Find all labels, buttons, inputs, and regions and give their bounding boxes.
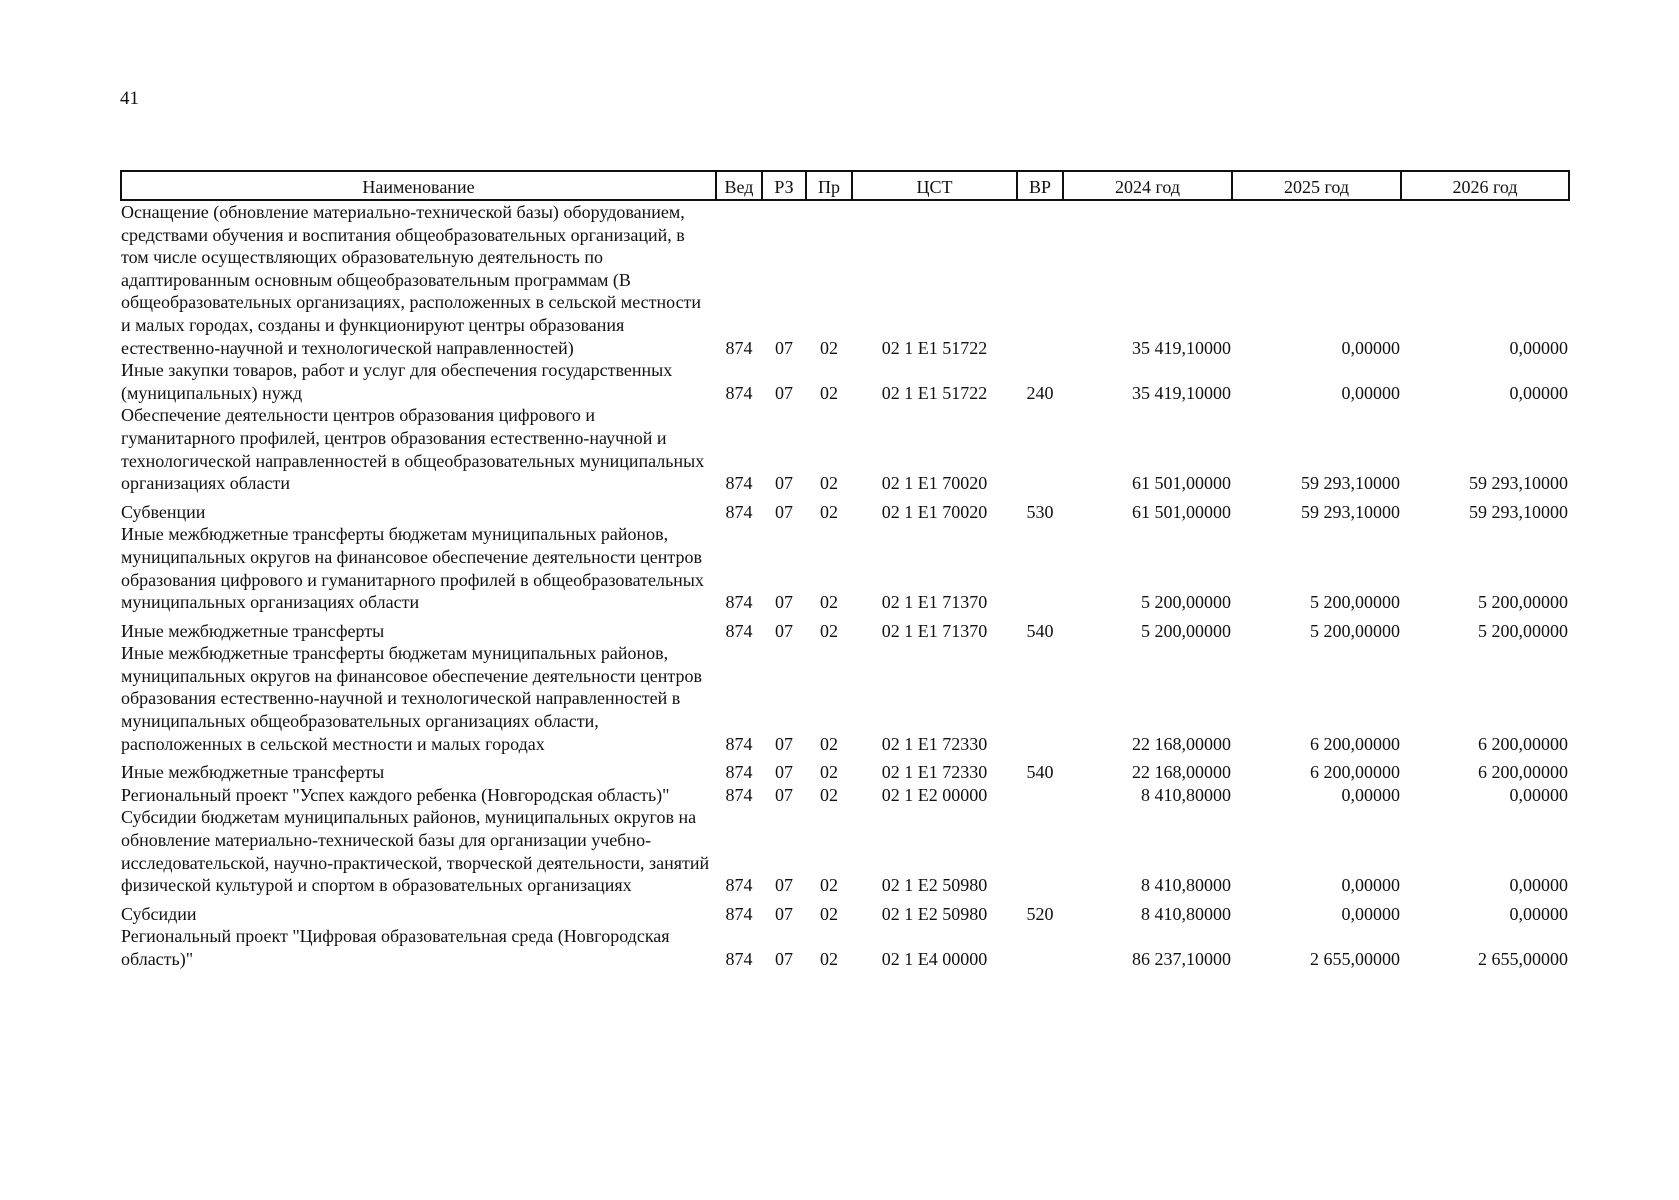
row-rz: 07 (775, 501, 793, 522)
row-2025: 2 655,00000 (1310, 949, 1400, 969)
row-pr: 02 (820, 875, 838, 896)
row-ved: 874 (725, 733, 753, 754)
row-vr: 540 (1026, 620, 1054, 641)
table-row (121, 495, 1569, 524)
row-cst: 02 1 E4 00000 (881, 949, 988, 969)
row-vr (1017, 784, 1063, 807)
row-vr: 530 (1026, 501, 1054, 522)
table-row (121, 784, 1569, 807)
row-vr (1017, 806, 1063, 896)
row-cst: 02 1 E2 00000 (881, 784, 988, 805)
row-2026: 0,00000 (1509, 875, 1568, 896)
row-2026: 59 293,10000 (1469, 473, 1568, 494)
row-ved: 874 (725, 592, 753, 613)
row-2024: 22 168,00000 (1132, 733, 1231, 754)
row-name: Субсидии (121, 903, 197, 924)
row-pr: 02 (820, 762, 838, 783)
row-ved: 874 (725, 473, 753, 494)
row-rz: 07 (775, 875, 793, 896)
row-rz: 07 (775, 337, 793, 358)
header-rz: РЗ (762, 171, 806, 200)
budget-table (120, 170, 1570, 971)
row-ved: 874 (725, 762, 753, 783)
row-name: Региональный проект "Успех каждого ребенка (Новгородская область)" (121, 784, 670, 805)
row-pr: 02 (820, 501, 838, 522)
table-row (121, 897, 1569, 926)
row-pr: 02 (820, 784, 838, 805)
table-row (121, 925, 1569, 970)
row-rz: 07 (775, 592, 793, 613)
row-cst: 02 1 E2 50980 (881, 875, 988, 896)
row-2025: 0,00000 (1341, 784, 1400, 805)
row-pr: 02 (820, 473, 838, 494)
row-rz: 07 (775, 762, 793, 783)
row-2024: 22 168,00000 (1132, 762, 1231, 783)
header-ved: Вед (716, 171, 762, 200)
row-2025: 5 200,00000 (1310, 592, 1400, 613)
header-name: Наименование (121, 171, 716, 200)
table-row (121, 806, 1569, 896)
row-2024: 8 410,80000 (1141, 903, 1231, 924)
table-row (121, 404, 1569, 494)
row-2025: 59 293,10000 (1301, 473, 1400, 494)
row-rz: 07 (775, 903, 793, 924)
row-2024: 61 501,00000 (1132, 501, 1231, 522)
row-cst: 02 1 E1 71370 (881, 620, 988, 641)
header-2026: 2026 год (1401, 171, 1569, 200)
row-2026: 6 200,00000 (1478, 733, 1568, 754)
table-row (121, 642, 1569, 755)
row-rz: 07 (775, 784, 793, 805)
row-pr: 02 (820, 733, 838, 754)
row-name: Оснащение (обновление материально-технической базы) оборудованием, средствами обучения и воспитания общеобразовательных организаций, в том числе осуществляющих образовательную деятельность по адаптированным основным общеобразовательным программам (В общеобразовательных организациях, расположенных в сельской местности и малых городах, созданы и функционируют центры образования естественно-научной и технологической направленностей) (121, 202, 702, 358)
row-pr: 02 (820, 382, 838, 403)
header-vr: ВР (1017, 171, 1063, 200)
row-2025: 59 293,10000 (1301, 501, 1400, 522)
table-header-row (121, 171, 1569, 200)
page-number: 41 (120, 88, 139, 109)
row-cst: 02 1 E1 51722 (881, 382, 988, 403)
row-cst: 02 1 E1 70020 (881, 501, 988, 522)
row-vr: 520 (1026, 903, 1054, 924)
row-name: Субвенции (121, 501, 206, 522)
row-pr: 02 (820, 620, 838, 641)
row-name: Субсидии бюджетам муниципальных районов, муниципальных округов на обновление материально-технической базы для организации учебно-исследовательской, научно-практической, творческой деятельности, занятий физической культурой и спортом в образовательных организациях (121, 807, 710, 896)
row-cst: 02 1 E1 51722 (881, 337, 988, 358)
row-rz: 07 (775, 620, 793, 641)
row-name: Региональный проект "Цифровая образовательная среда (Новгородская область)" (121, 926, 670, 969)
row-2026: 0,00000 (1509, 784, 1568, 805)
row-cst: 02 1 E2 50980 (881, 903, 988, 924)
row-2026: 59 293,10000 (1469, 501, 1568, 522)
row-2024: 35 419,10000 (1132, 337, 1231, 358)
row-2024: 5 200,00000 (1141, 592, 1231, 613)
row-name: Иные межбюджетные трансферты бюджетам муниципальных районов, муниципальных округов на финансовое обеспечение деятельности центров образования цифрового и гуманитарного профилей в общеобразовательных муниципальных организациях области (121, 524, 704, 613)
row-cst: 02 1 E1 71370 (881, 592, 988, 613)
row-vr (1017, 200, 1063, 359)
row-rz: 07 (775, 473, 793, 494)
header-2025: 2025 год (1232, 171, 1401, 200)
row-ved: 874 (725, 620, 753, 641)
row-name: Иные закупки товаров, работ и услуг для обеспечения государственных (муниципальных) нужд (121, 360, 673, 403)
row-vr (1017, 642, 1063, 755)
row-2025: 0,00000 (1341, 382, 1400, 403)
row-2024: 61 501,00000 (1132, 473, 1231, 494)
row-name: Иные межбюджетные трансферты бюджетам муниципальных районов, муниципальных округов на финансовое обеспечение деятельности центров образования естественно-научной и технологической направленностей в муниципальных общеобразовательных организациях области, расположенных в сельской местности и малых городах (121, 643, 703, 754)
row-ved: 874 (725, 337, 753, 358)
row-ved: 874 (725, 382, 753, 403)
header-cst: ЦСТ (852, 171, 1017, 200)
row-2025: 6 200,00000 (1310, 762, 1400, 783)
row-ved: 874 (725, 875, 753, 896)
row-vr (1017, 925, 1063, 970)
row-cst: 02 1 E1 72330 (881, 762, 988, 783)
row-ved: 874 (725, 949, 753, 969)
row-2025: 6 200,00000 (1310, 733, 1400, 754)
table-row (121, 200, 1569, 359)
row-2024: 8 410,80000 (1141, 875, 1231, 896)
row-2024: 86 237,10000 (1132, 949, 1231, 969)
row-2026: 0,00000 (1509, 337, 1568, 358)
row-2026: 5 200,00000 (1478, 592, 1568, 613)
table-row (121, 523, 1569, 613)
row-vr (1017, 404, 1063, 494)
row-2026: 0,00000 (1509, 382, 1568, 403)
row-rz: 07 (775, 949, 793, 969)
table-row (121, 614, 1569, 643)
row-2024: 35 419,10000 (1132, 382, 1231, 403)
row-name: Иные межбюджетные трансферты (121, 620, 385, 641)
row-ved: 874 (725, 501, 753, 522)
row-2025: 0,00000 (1341, 875, 1400, 896)
row-2025: 5 200,00000 (1310, 620, 1400, 641)
row-2025: 0,00000 (1341, 337, 1400, 358)
row-pr: 02 (820, 337, 838, 358)
row-cst: 02 1 E1 72330 (881, 733, 988, 754)
row-2025: 0,00000 (1341, 903, 1400, 924)
row-2026: 5 200,00000 (1478, 620, 1568, 641)
row-2026: 2 655,00000 (1478, 949, 1568, 969)
row-2026: 6 200,00000 (1478, 762, 1568, 783)
row-vr (1017, 523, 1063, 613)
row-pr: 02 (820, 903, 838, 924)
row-2024: 5 200,00000 (1141, 620, 1231, 641)
row-pr: 02 (820, 949, 838, 969)
row-rz: 07 (775, 382, 793, 403)
header-2024: 2024 год (1063, 171, 1232, 200)
row-vr: 540 (1026, 762, 1054, 783)
row-rz: 07 (775, 733, 793, 754)
table-row (121, 359, 1569, 404)
row-ved: 874 (725, 784, 753, 805)
row-name: Обеспечение деятельности центров образования цифрового и гуманитарного профилей, центров образования естественно-научной и технологической направленностей в общеобразовательных муниципальных организациях области (121, 405, 705, 494)
row-2026: 0,00000 (1509, 903, 1568, 924)
header-pr: Пр (806, 171, 852, 200)
row-2024: 8 410,80000 (1141, 784, 1231, 805)
row-ved: 874 (725, 903, 753, 924)
row-vr: 240 (1026, 382, 1054, 403)
row-pr: 02 (820, 592, 838, 613)
table-row (121, 755, 1569, 784)
row-cst: 02 1 E1 70020 (881, 473, 988, 494)
row-name: Иные межбюджетные трансферты (121, 762, 385, 783)
